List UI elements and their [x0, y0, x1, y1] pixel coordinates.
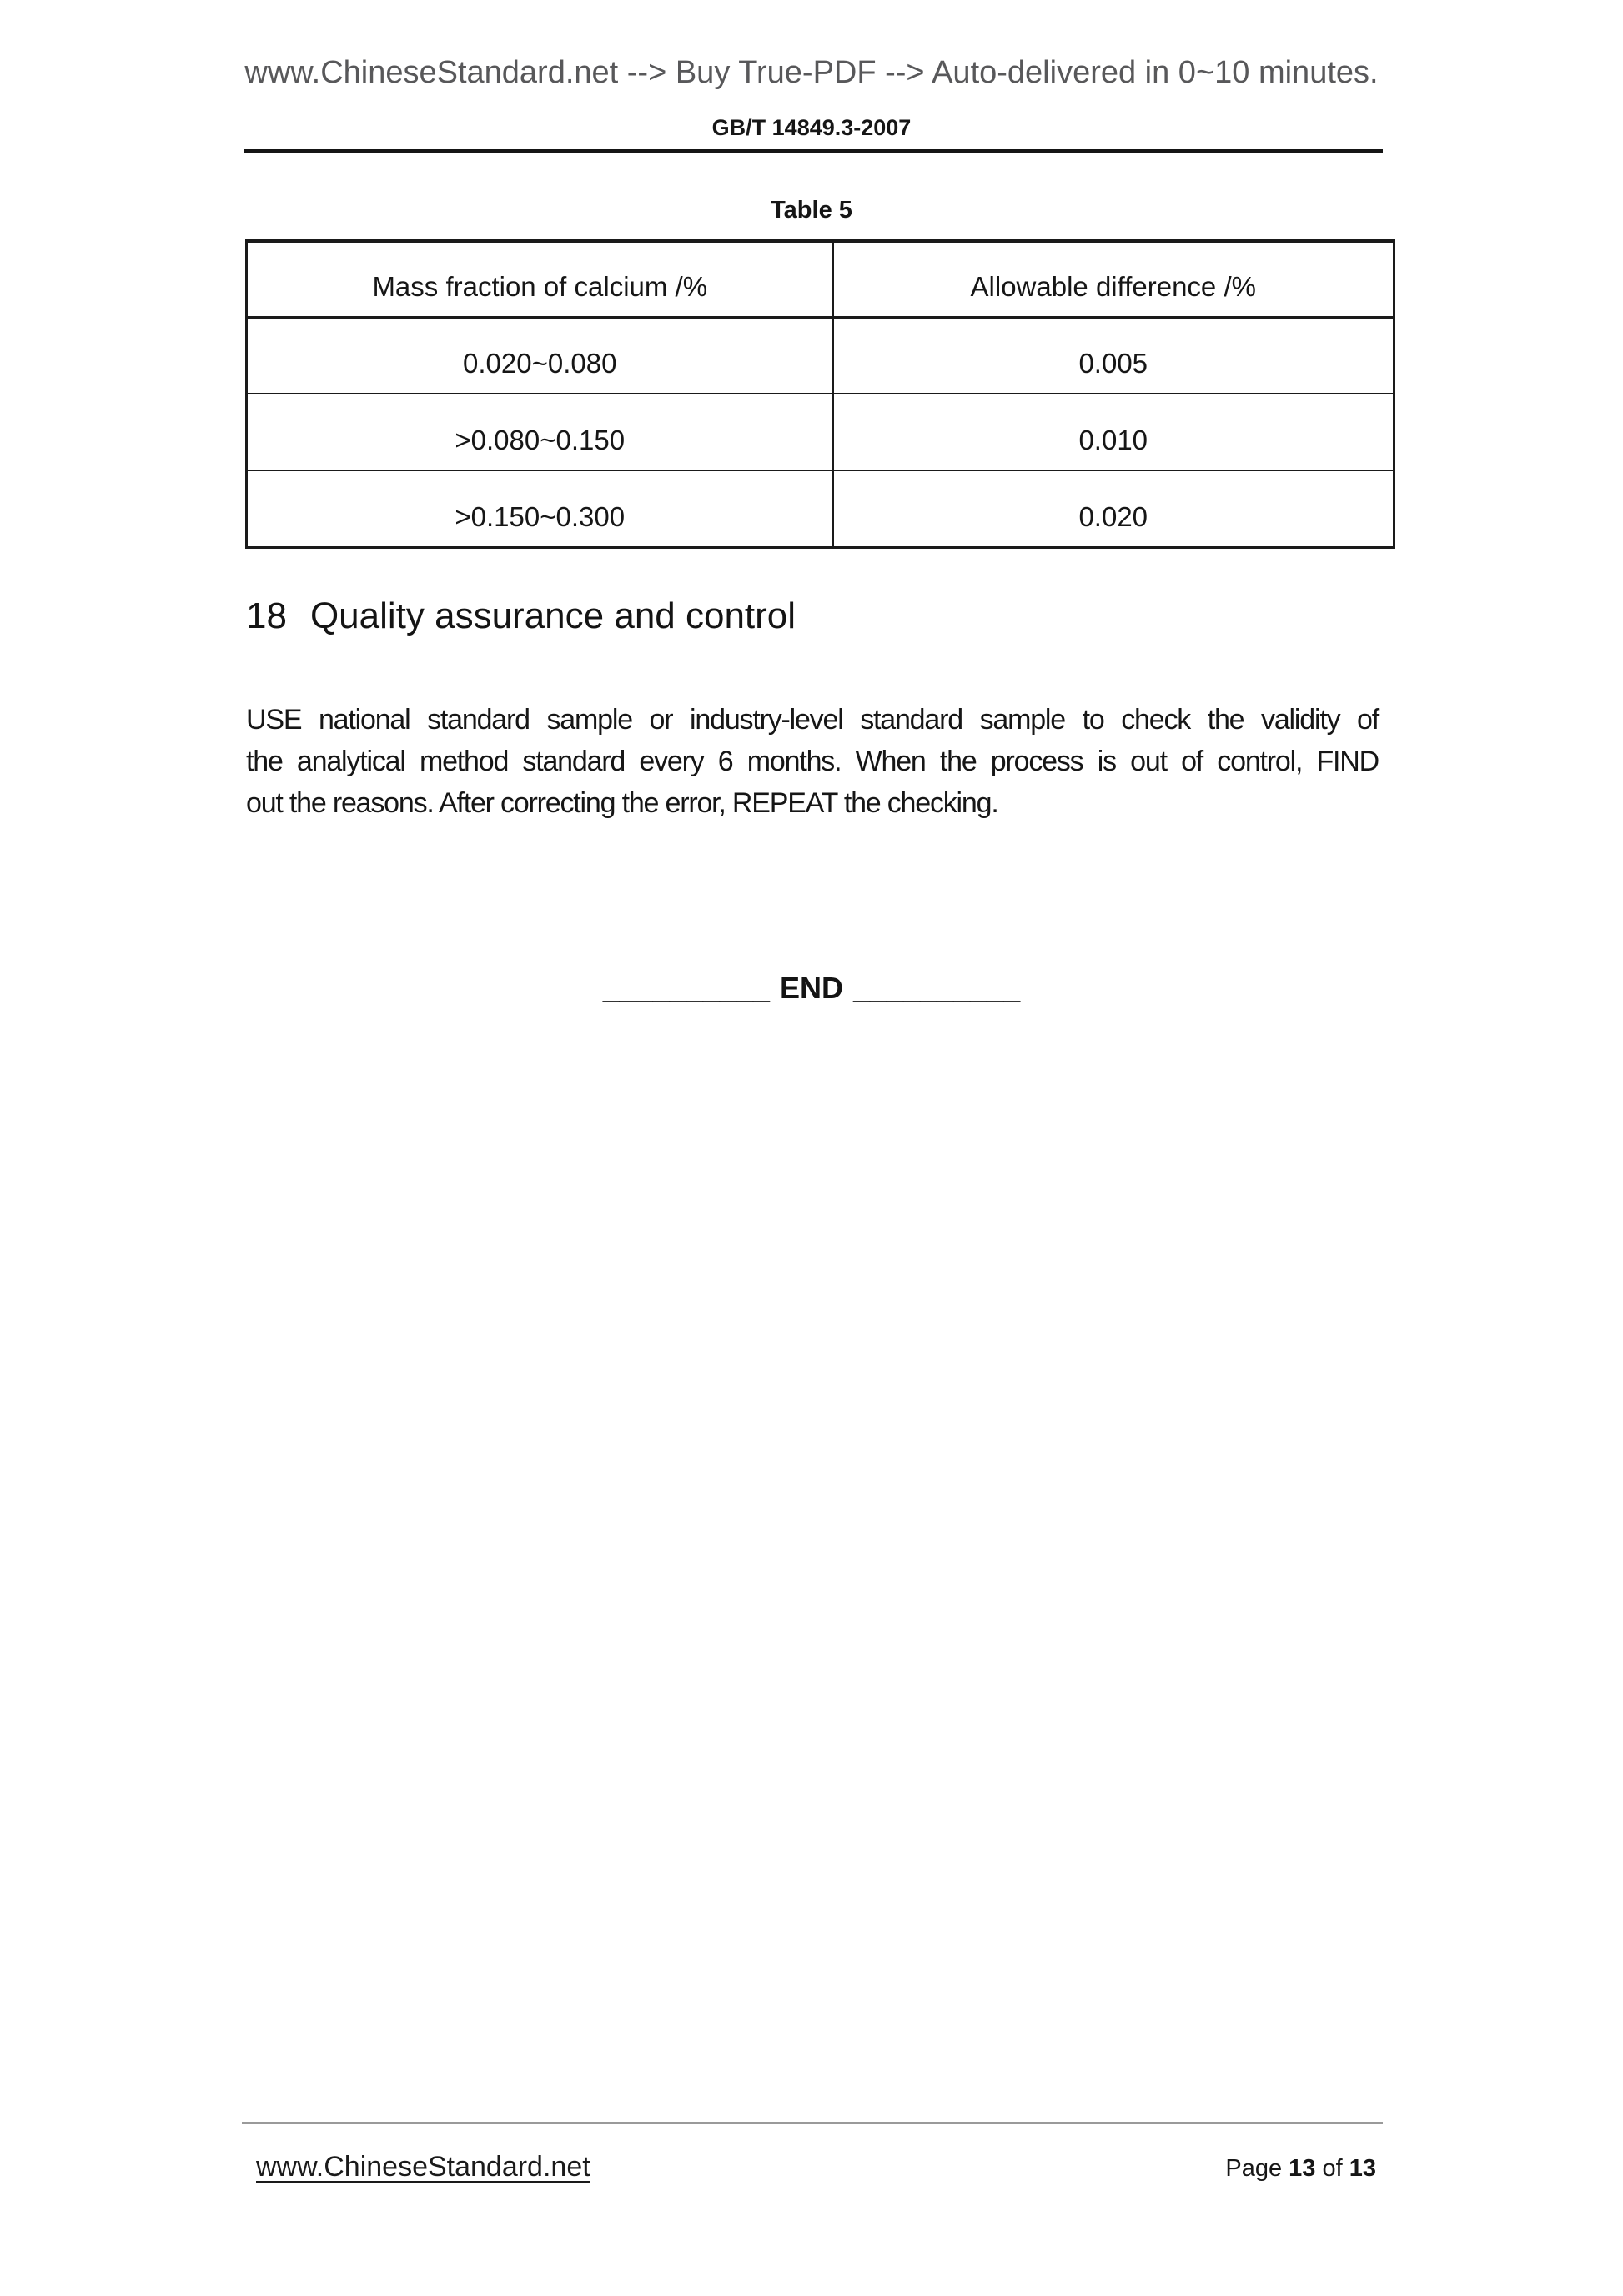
page-of-label: of — [1322, 2155, 1343, 2182]
cell-allowable-difference: 0.005 — [833, 317, 1394, 394]
table-caption: Table 5 — [771, 197, 852, 224]
page-label: Page — [1225, 2155, 1283, 2182]
header-promo-text: www.ChineseStandard.net --> Buy True-PDF --> Auto-delivered in 0~10 minutes. — [244, 55, 1379, 90]
column-header-mass-fraction: Mass fraction of calcium /% — [247, 241, 833, 317]
paragraph-line: out the reasons. After correcting the error, REPEAT the checking. — [246, 787, 998, 819]
table-row — [247, 470, 1394, 547]
end-right-rule: __________ — [853, 971, 1021, 1005]
page-total: 13 — [1349, 2155, 1376, 2182]
page-current: 13 — [1289, 2155, 1316, 2182]
page-indicator — [1225, 2155, 1376, 2183]
cell-allowable-difference: 0.020 — [833, 470, 1394, 547]
table-row — [247, 317, 1394, 394]
footer-rule — [242, 2122, 1383, 2124]
end-left-rule: __________ — [602, 971, 770, 1005]
cell-mass-fraction-range: 0.020~0.080 — [247, 317, 833, 394]
paragraph-line: the analytical method standard every 6 months. When the process is out of control, FIND — [246, 746, 1379, 777]
paragraph-line: USE national standard sample or industry-level standard sample to check the validity of — [246, 704, 1379, 736]
section-title: Quality assurance and control — [309, 595, 796, 636]
header-rule — [244, 149, 1383, 153]
end-label: END — [779, 971, 843, 1005]
end-marker — [0, 970, 1623, 1007]
column-header-allowable-difference: Allowable difference /% — [833, 241, 1394, 317]
table5 — [245, 239, 1395, 549]
table-header-row — [247, 241, 1394, 317]
section-number: 18 — [246, 595, 287, 636]
cell-mass-fraction-range: >0.150~0.300 — [247, 470, 833, 547]
body-paragraph — [246, 699, 1379, 824]
footer-site-link[interactable]: www.ChineseStandard.net — [256, 2151, 590, 2183]
cell-mass-fraction-range: >0.080~0.150 — [247, 394, 833, 470]
table-row — [247, 394, 1394, 470]
cell-allowable-difference: 0.010 — [833, 394, 1394, 470]
section-heading — [246, 595, 796, 637]
standard-number: GB/T 14849.3-2007 — [711, 115, 912, 140]
